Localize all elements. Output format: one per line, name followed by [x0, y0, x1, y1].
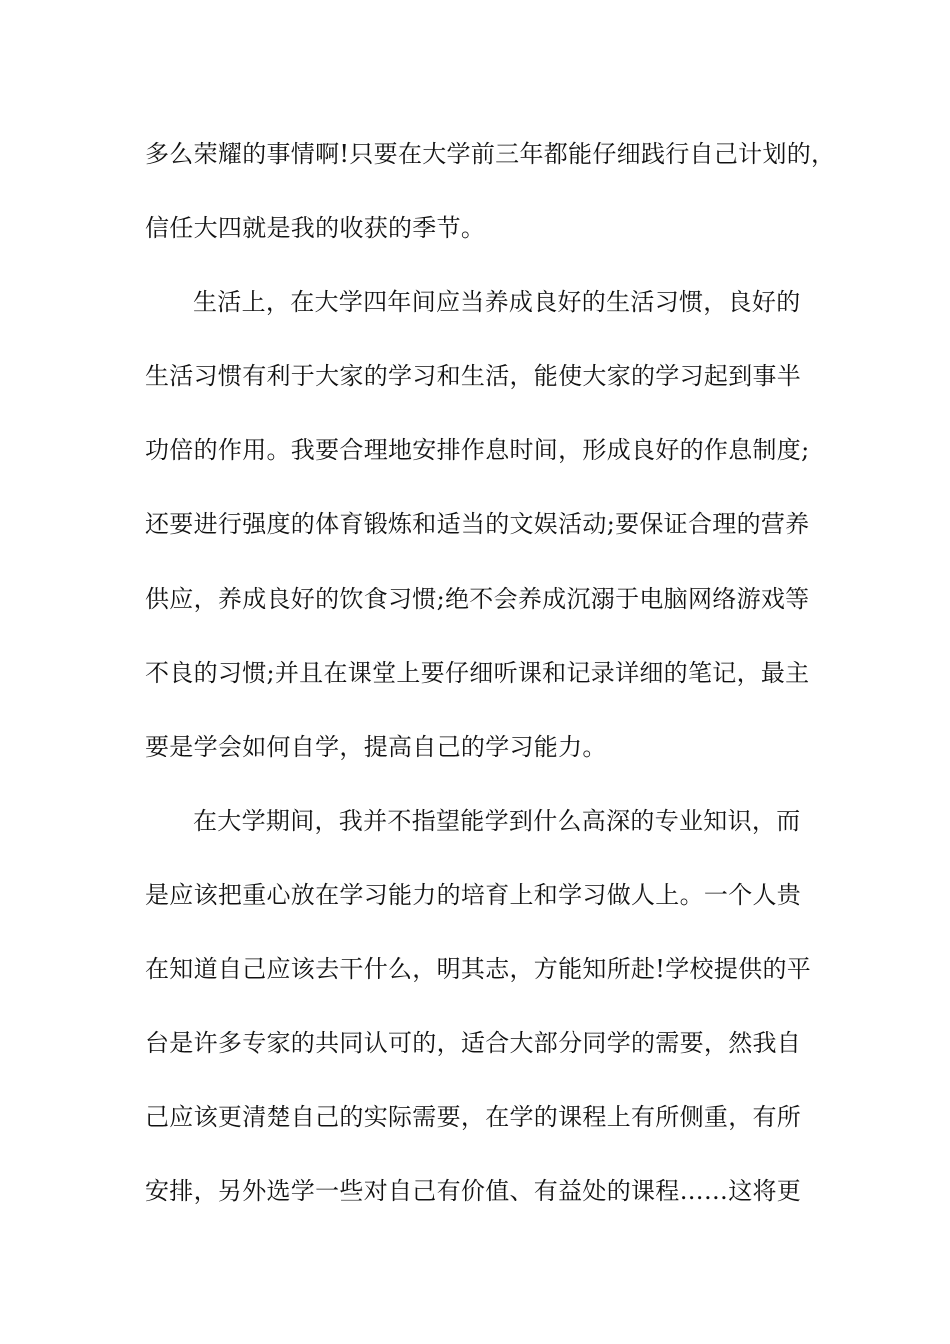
text-line: 安排，另外选学一些对自己有价值、有益处的课程……这将更	[145, 1177, 802, 1205]
text-line: 功倍的作用。我要合理地安排作息时间，形成良好的作息制度;	[145, 436, 810, 464]
text-line: 是应该把重心放在学习能力的培育上和学习做人上。一个人贵	[145, 881, 802, 909]
text-line: 还要进行强度的体育锻炼和适当的文娱活动;要保证合理的营养	[145, 510, 810, 538]
text-line: 生活习惯有利于大家的学习和生活，能使大家的学习起到事半	[145, 362, 802, 390]
text-line: 台是许多专家的共同认可的，适合大部分同学的需要，然我自	[145, 1029, 802, 1057]
text-line: 信任大四就是我的收获的季节。	[145, 214, 486, 242]
text-line: 要是学会如何自学，提高自己的学习能力。	[145, 733, 607, 761]
text-line: 不良的习惯;并且在课堂上要仔细听课和记录详细的笔记，最主	[145, 659, 810, 687]
text-line: 在知道自己应该去干什么，明其志，方能知所赴!学校提供的平	[145, 955, 812, 983]
paragraph-start-line: 生活上，在大学四年间应当养成良好的生活习惯，良好的	[193, 288, 801, 316]
paragraph-start-line: 在大学期间，我并不指望能学到什么高深的专业知识，而	[193, 807, 801, 835]
text-line: 己应该更清楚自己的实际需要，在学的课程上有所侧重，有所	[145, 1103, 802, 1131]
text-line: 多么荣耀的事情啊!只要在大学前三年都能仔细践行自己计划的，	[145, 140, 836, 168]
text-line: 供应，养成良好的饮食习惯;绝不会养成沉溺于电脑网络游戏等	[145, 585, 810, 613]
